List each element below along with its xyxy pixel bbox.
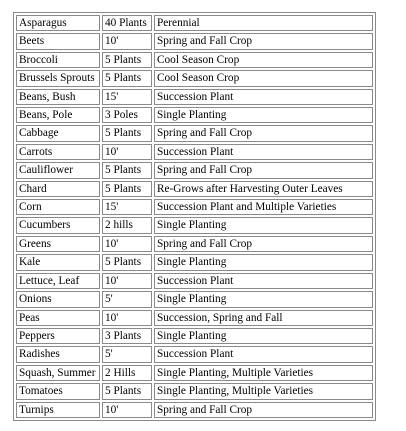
quantity-cell: 10' <box>102 310 152 326</box>
planting-note-cell: Succession, Spring and Fall <box>154 310 373 326</box>
plant-name-cell: Cabbage <box>16 125 100 141</box>
planting-note-cell: Succession Plant <box>154 144 373 160</box>
planting-note-cell: Single Planting <box>154 107 373 123</box>
planting-table-body <box>16 15 373 418</box>
plant-name-cell: Peas <box>16 310 100 326</box>
table-row <box>16 107 373 123</box>
plant-name-cell: Peppers <box>16 328 100 344</box>
plant-name-cell: Tomatoes <box>16 383 100 399</box>
planting-note-cell: Perennial <box>154 15 373 31</box>
planting-table-container <box>13 12 376 421</box>
quantity-cell: 5 Plants <box>102 52 152 68</box>
planting-note-cell: Cool Season Crop <box>154 52 373 68</box>
quantity-cell: 5 Plants <box>102 181 152 197</box>
planting-note-cell: Single Planting <box>154 291 373 307</box>
quantity-cell: 3 Plants <box>102 328 152 344</box>
table-row <box>16 291 373 307</box>
table-row <box>16 125 373 141</box>
table-row <box>16 181 373 197</box>
quantity-cell: 5 Plants <box>102 125 152 141</box>
plant-name-cell: Beets <box>16 33 100 49</box>
planting-note-cell: Spring and Fall Crop <box>154 162 373 178</box>
quantity-cell: 15' <box>102 89 152 105</box>
table-row <box>16 402 373 418</box>
planting-note-cell: Single Planting <box>154 328 373 344</box>
table-row <box>16 144 373 160</box>
planting-note-cell: Single Planting <box>154 217 373 233</box>
planting-note-cell: Single Planting, Multiple Varieties <box>154 365 373 381</box>
plant-name-cell: Chard <box>16 181 100 197</box>
quantity-cell: 5' <box>102 346 152 362</box>
plant-name-cell: Carrots <box>16 144 100 160</box>
table-row <box>16 273 373 289</box>
plant-name-cell: Beans, Bush <box>16 89 100 105</box>
quantity-cell: 5 Plants <box>102 383 152 399</box>
table-row <box>16 217 373 233</box>
table-row <box>16 199 373 215</box>
quantity-cell: 3 Poles <box>102 107 152 123</box>
planting-note-cell: Re-Grows after Harvesting Outer Leaves <box>154 181 373 197</box>
plant-name-cell: Broccoli <box>16 52 100 68</box>
quantity-cell: 2 Hills <box>102 365 152 381</box>
table-row <box>16 236 373 252</box>
plant-name-cell: Beans, Pole <box>16 107 100 123</box>
planting-note-cell: Succession Plant <box>154 273 373 289</box>
table-row <box>16 383 373 399</box>
planting-note-cell: Spring and Fall Crop <box>154 33 373 49</box>
planting-table <box>13 12 376 421</box>
plant-name-cell: Asparagus <box>16 15 100 31</box>
plant-name-cell: Brussels Sprouts <box>16 70 100 86</box>
table-row <box>16 89 373 105</box>
quantity-cell: 10' <box>102 273 152 289</box>
quantity-cell: 5 Plants <box>102 70 152 86</box>
planting-note-cell: Succession Plant and Multiple Varieties <box>154 199 373 215</box>
plant-name-cell: Onions <box>16 291 100 307</box>
planting-note-cell: Succession Plant <box>154 346 373 362</box>
table-row <box>16 33 373 49</box>
plant-name-cell: Squash, Summer <box>16 365 100 381</box>
plant-name-cell: Radishes <box>16 346 100 362</box>
plant-name-cell: Lettuce, Leaf <box>16 273 100 289</box>
plant-name-cell: Cucumbers <box>16 217 100 233</box>
planting-note-cell: Spring and Fall Crop <box>154 402 373 418</box>
quantity-cell: 10' <box>102 33 152 49</box>
table-row <box>16 365 373 381</box>
planting-note-cell: Single Planting, Multiple Varieties <box>154 383 373 399</box>
table-row <box>16 346 373 362</box>
table-row <box>16 254 373 270</box>
plant-name-cell: Cauliflower <box>16 162 100 178</box>
planting-note-cell: Spring and Fall Crop <box>154 125 373 141</box>
table-row <box>16 52 373 68</box>
quantity-cell: 2 hills <box>102 217 152 233</box>
table-row <box>16 15 373 31</box>
table-row <box>16 162 373 178</box>
plant-name-cell: Kale <box>16 254 100 270</box>
quantity-cell: 5 Plants <box>102 254 152 270</box>
plant-name-cell: Turnips <box>16 402 100 418</box>
quantity-cell: 15' <box>102 199 152 215</box>
quantity-cell: 10' <box>102 402 152 418</box>
table-row <box>16 310 373 326</box>
plant-name-cell: Greens <box>16 236 100 252</box>
planting-note-cell: Single Planting <box>154 254 373 270</box>
planting-note-cell: Spring and Fall Crop <box>154 236 373 252</box>
quantity-cell: 10' <box>102 236 152 252</box>
table-row <box>16 328 373 344</box>
quantity-cell: 5 Plants <box>102 162 152 178</box>
quantity-cell: 40 Plants <box>102 15 152 31</box>
planting-note-cell: Cool Season Crop <box>154 70 373 86</box>
quantity-cell: 10' <box>102 144 152 160</box>
quantity-cell: 5' <box>102 291 152 307</box>
table-row <box>16 70 373 86</box>
plant-name-cell: Corn <box>16 199 100 215</box>
planting-note-cell: Succession Plant <box>154 89 373 105</box>
